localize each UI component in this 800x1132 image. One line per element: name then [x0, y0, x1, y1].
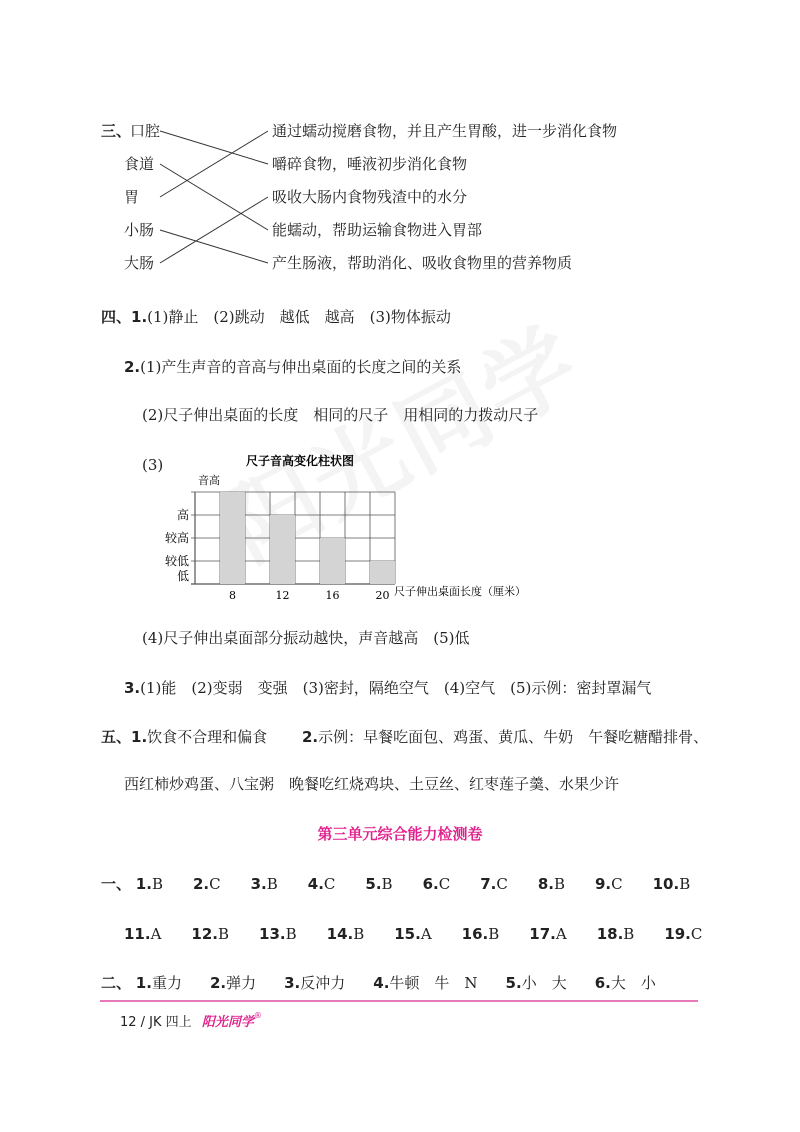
- choice-item: [423, 874, 451, 894]
- unit-title: 第三单元综合能力检测卷: [317, 825, 483, 843]
- choice-item: [365, 874, 392, 894]
- chart-y-tick-label: 较高: [164, 531, 189, 545]
- choice-item: [251, 874, 278, 894]
- function-1: 通过蠕动搅磨食物，并且产生胃酸，进一步消化食物: [272, 122, 618, 140]
- page-number: 12 / JK 四上: [120, 1015, 192, 1030]
- choice-answer: C: [209, 875, 221, 893]
- function-4: 能蠕动，帮助运输食物进入胃部: [272, 221, 483, 239]
- choice-answer: B: [381, 875, 393, 893]
- organ-small-intestine: 小肠: [124, 221, 155, 239]
- fill-blank-number: 6.: [594, 974, 611, 992]
- choice-number: 15.: [394, 925, 421, 943]
- chart-y-tick-label: 低: [176, 569, 189, 583]
- choice-item: [529, 924, 566, 944]
- section-1-row-1: [101, 874, 690, 894]
- choice-answer: B: [488, 925, 500, 943]
- matching-lines: [0, 0, 800, 300]
- function-3: 吸收大肠内食物残渣中的水分: [272, 188, 468, 206]
- organ-large-intestine: 大肠: [124, 254, 155, 272]
- fill-blank-answer: 弹力: [226, 974, 257, 992]
- choice-number: 6.: [422, 875, 439, 893]
- organ-mouth: 口腔: [130, 122, 161, 140]
- choice-number: 10.: [652, 875, 680, 893]
- fill-blank-number: 2.: [209, 974, 227, 992]
- choice-item: [664, 924, 702, 944]
- fill-blank-answer: 重力: [151, 974, 182, 992]
- choice-item: [124, 924, 161, 944]
- match-line-small-intestine: [160, 230, 268, 263]
- q4-2-number: 2.: [124, 358, 141, 376]
- fill-blank-answer: 反冲力: [300, 974, 346, 992]
- match-line-large-intestine: [160, 197, 268, 263]
- q5-1-answer: 饮食不合理和偏食: [147, 728, 268, 746]
- choice-answer: A: [420, 925, 432, 943]
- choice-answer: B: [353, 925, 365, 943]
- choice-number: 5.: [365, 875, 382, 893]
- match-line-stomach: [160, 131, 268, 197]
- fill-blank-answer: 小 大: [521, 974, 567, 992]
- choice-item: [597, 924, 635, 944]
- choice-answer: B: [679, 875, 691, 893]
- q4-2-line-2: (2)尺子伸出桌面的长度 相同的尺子 用相同的力拨动尺子: [142, 406, 539, 424]
- match-line-esophagus: [160, 164, 268, 230]
- q5-2-line-2: 西红柿炒鸡蛋、八宝粥 晚餐吃红烧鸡块、土豆丝、红枣莲子羹、水果少许: [124, 775, 620, 793]
- chart-y-tick-label: 高: [176, 508, 189, 522]
- brand-registered-mark: ®: [253, 1011, 262, 1020]
- q4-1-answer: (1)静止 (2)跳动 越低 越高 (3)物体振动: [147, 308, 451, 326]
- q4-2-line-4: (4)尺子伸出桌面部分振动越快，声音越高 (5)低: [142, 629, 470, 647]
- fill-blank-number: 3.: [284, 974, 301, 992]
- section-4-label: 四、: [101, 308, 132, 326]
- fill-blank-item: [506, 973, 567, 993]
- choice-number: 1.: [135, 875, 152, 893]
- q5-1-number: 1.: [131, 728, 148, 746]
- choice-number: 13.: [259, 925, 286, 943]
- q4-2-part-3-label: (3): [142, 456, 164, 474]
- choice-answer: C: [323, 875, 336, 893]
- fill-blank-number: 1.: [135, 974, 152, 992]
- choice-item: [136, 874, 163, 894]
- choice-item: [538, 874, 565, 894]
- choice-answer: C: [438, 875, 451, 893]
- fill-blank-item: [136, 973, 182, 993]
- choice-answer: B: [285, 925, 297, 943]
- choice-item: [480, 874, 508, 894]
- choice-number: 8.: [537, 875, 554, 893]
- organ-esophagus: 食道: [124, 155, 155, 173]
- choice-answer: B: [151, 875, 163, 893]
- section-3-label: 三、: [101, 122, 132, 140]
- q4-1-number: 1.: [131, 308, 148, 326]
- organ-stomach: 胃: [124, 188, 140, 206]
- choice-number: 14.: [326, 925, 354, 943]
- footer: [120, 1011, 262, 1030]
- choice-item: [462, 924, 500, 944]
- chart-title: 尺子音高变化柱状图: [245, 454, 355, 468]
- choice-number: 7.: [480, 875, 497, 893]
- section-2-row: [101, 973, 656, 993]
- choice-number: 18.: [596, 925, 624, 943]
- fill-blank-number: 4.: [373, 974, 390, 992]
- choice-number: 19.: [664, 925, 691, 943]
- choice-item: [595, 874, 623, 894]
- fill-blank-item: [595, 973, 656, 993]
- choice-number: 11.: [124, 925, 151, 943]
- choice-number: 4.: [307, 875, 324, 893]
- chart-x-tick-label: 16: [325, 589, 340, 602]
- chart-bar: [320, 538, 345, 584]
- fill-blank-number: 5.: [505, 974, 522, 992]
- q4-3-number: 3.: [124, 679, 141, 697]
- choice-number: 12.: [191, 925, 218, 943]
- function-2: 嚼碎食物，唾液初步消化食物: [272, 155, 468, 173]
- footer-divider: [100, 1000, 698, 1002]
- choice-answer: B: [266, 875, 278, 893]
- choice-item: [394, 924, 431, 944]
- fill-blank-item: [284, 973, 345, 993]
- choice-item: [327, 924, 365, 944]
- chart-bar: [370, 561, 395, 584]
- chart-x-tick-label: 8: [229, 589, 236, 602]
- section-2-label: 二、: [101, 974, 132, 992]
- chart-bar: [220, 492, 245, 584]
- choice-item: [259, 924, 297, 944]
- choice-item: [653, 874, 691, 894]
- chart-x-tick-label: 12: [275, 589, 290, 602]
- function-5: 产生肠液，帮助消化、吸收食物里的营养物质: [272, 254, 573, 272]
- choice-answer: B: [623, 925, 635, 943]
- pitch-bar-chart: [150, 448, 570, 608]
- choice-answer: B: [553, 875, 565, 893]
- q4-3-answer: (1)能 (2)变弱 变强 (3)密封，隔绝空气 (4)空气 (5)示例：密封罩漏气: [140, 679, 652, 697]
- choice-item: [308, 874, 336, 894]
- section-1-row-2: [124, 924, 702, 944]
- choice-answer: C: [496, 875, 508, 893]
- match-line-mouth: [160, 131, 268, 164]
- choice-number: 16.: [461, 925, 489, 943]
- choice-number: 9.: [594, 875, 612, 893]
- choice-item: [193, 874, 221, 894]
- chart-y-tick-label: 较低: [164, 554, 189, 568]
- choice-answer: B: [218, 925, 230, 943]
- q4-2-line-1: (1)产生声音的音高与伸出桌面的长度之间的关系: [140, 358, 462, 376]
- chart-x-axis-label: 尺子伸出桌面长度（厘米）: [394, 585, 526, 598]
- choice-answer: C: [611, 875, 623, 893]
- fill-blank-answer: 牛顿 牛 N: [389, 974, 478, 992]
- fill-blank-answer: 大 小: [610, 974, 656, 992]
- choice-number: 3.: [250, 875, 267, 893]
- brand-logo: 阳光同学: [201, 1015, 254, 1030]
- choice-answer: A: [555, 925, 567, 943]
- chart-x-tick-label: 20: [375, 589, 390, 602]
- choice-answer: A: [150, 925, 162, 943]
- choice-number: 2.: [192, 875, 210, 893]
- chart-bar: [270, 515, 295, 584]
- chart-y-axis-label: 音高: [198, 474, 220, 487]
- fill-blank-item: [373, 973, 477, 993]
- section-1-label: 一、: [101, 875, 132, 893]
- fill-blank-item: [210, 973, 256, 993]
- q5-2-number: 2.: [302, 728, 319, 746]
- choice-answer: C: [690, 925, 703, 943]
- q5-2-answer: 示例：早餐吃面包、鸡蛋、黄瓜、牛奶 午餐吃糖醋排骨、: [318, 728, 709, 746]
- section-5-label: 五、: [101, 728, 132, 746]
- choice-item: [191, 924, 229, 944]
- choice-number: 17.: [529, 925, 556, 943]
